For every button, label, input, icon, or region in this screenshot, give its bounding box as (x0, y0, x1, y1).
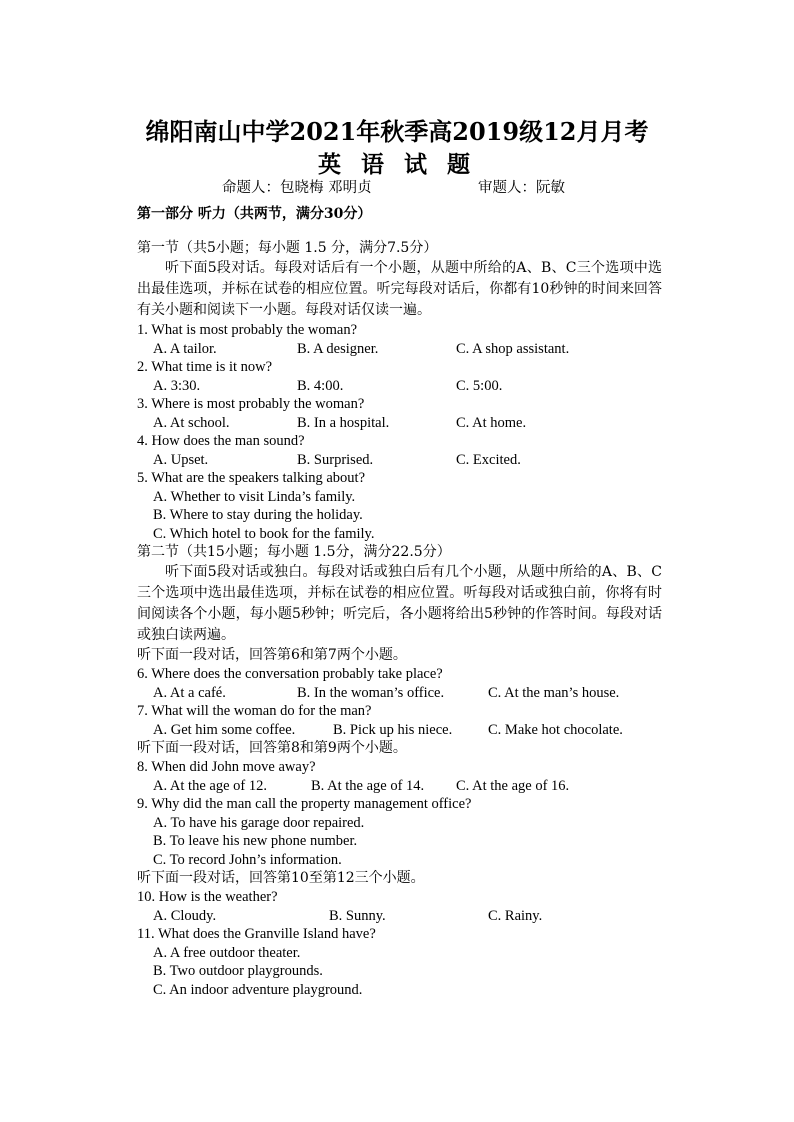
section2-heading: 第二节（共15小题；每小题 1.5分，满分22.5分） (137, 544, 451, 560)
option-b: B. A designer. (297, 340, 379, 357)
option-c: C. Excited. (456, 451, 521, 468)
reviewer: 审题人：阮敏 (478, 180, 565, 196)
option-a: A. A tailor. (153, 340, 217, 357)
option-c: C. At the man’s house. (488, 684, 620, 701)
question-8: 8. When did John move away? (137, 759, 316, 775)
exam-content (137, 204, 662, 999)
question-5: 5. What are the speakers talking about? (137, 470, 366, 486)
part1-heading: 第一部分 听力（共两节，满分30分） (137, 206, 372, 222)
option-a: A. Get him some coffee. (153, 721, 296, 738)
option-b: B. At the age of 14. (311, 777, 425, 794)
exam-authors (222, 176, 565, 197)
setters: 命题人：包晓梅 邓明贞 (222, 180, 372, 196)
option-a: A. At a café. (153, 684, 226, 701)
option-a: A. At school. (153, 414, 230, 431)
option-c: C. 5:00. (456, 377, 503, 394)
section1-instructions: 听下面5段对话。每段对话后有一个小题，从题中所给的A、B、C三个选项中选出最佳选项，并标在试卷的相应位置。听完每段对话后，你都有10秒钟的时间来回答有关小题和阅读下一小题。每段对话仅读一遍。 (137, 260, 662, 318)
exam-subject: 英 语 试 题 (317, 151, 477, 178)
question-3: 3. Where is most probably the woman? (137, 396, 365, 412)
option-b: B. In a hospital. (297, 414, 390, 431)
question-2: 2. What time is it now? (137, 359, 273, 375)
section2-instructions: 听下面5段对话或独白。每段对话或独白后有几个小题，从题中所给的A、B、C三个选项中选出最佳选项，并标在试卷的相应位置。听每段对话或独白前，你将有时间阅读各个小题，每小题5秒钟；听完后，各小题将给出5秒钟的作答时间。每段对话或独白读两遍。 (137, 564, 662, 643)
question-7-options (137, 721, 662, 740)
option-c: C. A shop assistant. (456, 340, 570, 357)
option-c: C. To record John’s information. (153, 851, 342, 868)
question-4-options (137, 451, 662, 470)
option-b: B. Where to stay during the holiday. (153, 507, 363, 523)
question-10: 10. How is the weather? (137, 889, 278, 905)
question-1-options (137, 340, 662, 359)
question-6: 6. Where does the conversation probably take place? (137, 666, 443, 682)
question-9: 9. Why did the man call the property management office? (137, 796, 472, 812)
option-a: A. Cloudy. (153, 907, 217, 924)
question-7: 7. What will the woman do for the man? (137, 703, 372, 719)
option-b: B. Sunny. (329, 907, 386, 924)
option-c: C. An indoor adventure playground. (153, 981, 363, 998)
dialogue-prompt: 听下面一段对话，回答第10至第12三个小题。 (137, 870, 425, 886)
option-a: A. Whether to visit Linda’s family. (153, 488, 356, 505)
question-3-options (137, 414, 662, 433)
option-c: C. At the age of 16. (456, 777, 570, 794)
option-c: C. Make hot chocolate. (488, 721, 623, 738)
option-b: B. Pick up his niece. (333, 721, 453, 738)
option-b: B. 4:00. (297, 377, 344, 394)
option-a: A. A free outdoor theater. (153, 944, 301, 961)
question-10-options (137, 907, 662, 926)
option-a: A. To have his garage door repaired. (153, 814, 365, 831)
section1-heading: 第一节（共5小题；每小题 1.5 分，满分7.5分） (137, 240, 438, 256)
dialogue-prompt: 听下面一段对话，回答第8和第9两个小题。 (137, 740, 407, 756)
question-4: 4. How does the man sound? (137, 433, 305, 449)
dialogue-prompt: 听下面一段对话，回答第6和第7两个小题。 (137, 647, 407, 663)
question-2-options (137, 377, 662, 396)
option-b: B. In the woman’s office. (297, 684, 445, 701)
option-c: C. Rainy. (488, 907, 543, 924)
question-11: 11. What does the Granville Island have? (137, 926, 376, 942)
question-1: 1. What is most probably the woman? (137, 322, 358, 338)
option-b: B. Surprised. (297, 451, 374, 468)
option-c: C. Which hotel to book for the family. (153, 525, 375, 542)
option-b: B. To leave his new phone number. (153, 833, 358, 849)
question-6-options (137, 684, 662, 703)
option-b: B. Two outdoor playgrounds. (153, 963, 323, 979)
option-a: A. At the age of 12. (153, 777, 267, 794)
question-8-options (137, 777, 662, 796)
option-c: C. At home. (456, 414, 527, 431)
option-a: A. 3:30. (153, 377, 201, 394)
exam-title: 绵阳南山中学2021年秋季高2019级12月月考 (145, 117, 649, 146)
option-a: A. Upset. (153, 451, 209, 468)
